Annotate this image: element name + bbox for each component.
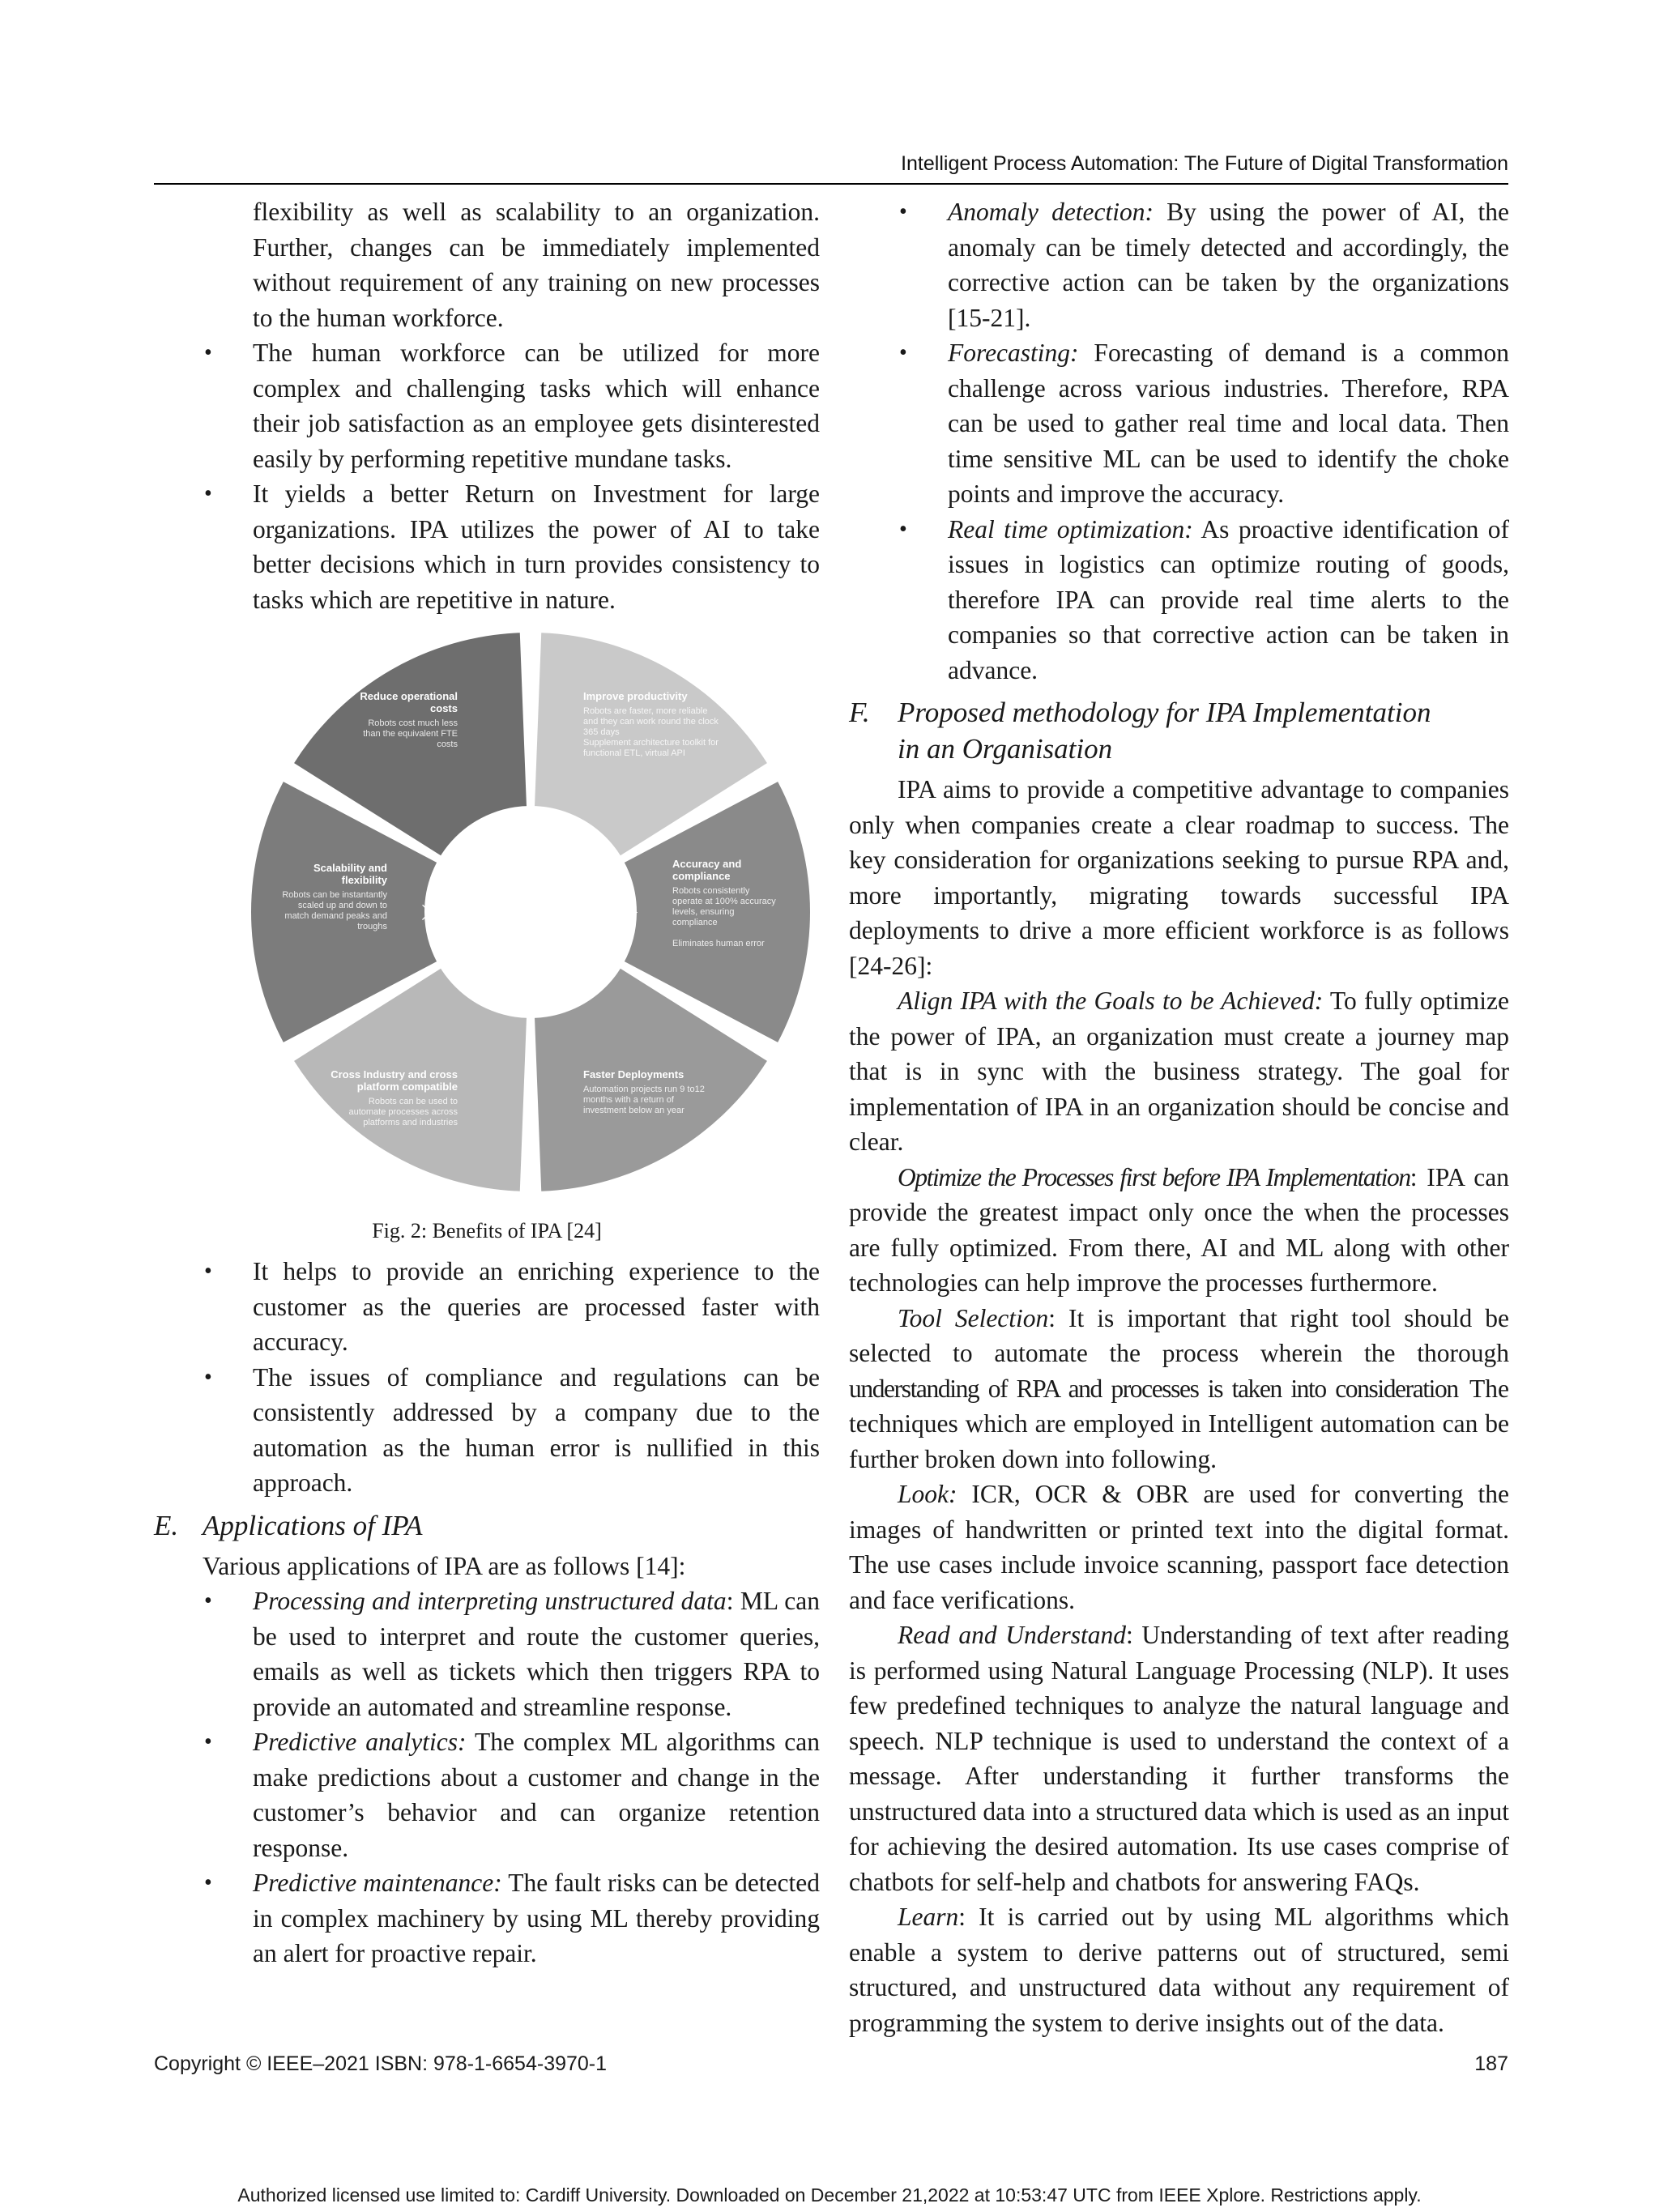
segment-body: operate at 100% accuracy	[672, 897, 776, 906]
header-rule	[154, 183, 1508, 185]
section-title: Applications of IPA	[203, 1509, 423, 1541]
segment-body: compliance	[672, 918, 718, 927]
item-term: Anomaly detection:	[948, 198, 1154, 226]
applications-list	[154, 1583, 820, 1971]
item-text: The fault risks can be detected in complex machinery by using ML thereby providing an alert for proactive repair.	[253, 1869, 820, 1967]
segment-title: compliance	[672, 870, 731, 882]
segment-body: 365 days	[583, 727, 620, 737]
list-item: • The issues of compliance and regulations can be consistently addressed by a company due to the automation as the human error is nullified in this approach.	[154, 1360, 820, 1501]
section-letter: F.	[849, 697, 870, 728]
paragraph-align	[849, 983, 1509, 1160]
trend-up-icon: ↗	[570, 819, 588, 843]
benefits-list-a	[154, 335, 820, 617]
segment-title: Scalability and	[313, 862, 387, 874]
item-text: Forecasting of demand is a common challenge across various industries. Therefore, RPA can be used to gather real time and local data. Then time sensitive ML can be used to identify the choke points and improve the accuracy.	[948, 339, 1509, 508]
item-text: As proactive identification of issues in logistics can optimize routing of goods, therefore IPA can provide real time alerts to the companies so that corrective action can be taken in advance.	[948, 514, 1509, 684]
running-header: Intelligent Process Automation: The Future of Digital Transformation	[901, 152, 1508, 175]
plus-icon: +	[476, 985, 488, 1009]
paragraph-term: Optimize the Processes first before IPA Implementation	[898, 1162, 1410, 1191]
list-item	[154, 1865, 820, 1971]
segment-body: investment below an year	[583, 1106, 684, 1115]
list-item	[849, 194, 1509, 335]
segment-body: Robots consistently	[672, 886, 750, 896]
paragraph-term: Tool Selection	[898, 1303, 1049, 1332]
license-notice: Authorized licensed use limited to: Cardiff University. Downloaded on December 21,2022 at 10:53:47 UTC from IEEE Xplore. Restrictions apply.	[237, 2184, 1422, 2206]
paragraph-learn	[849, 1899, 1509, 2040]
paragraph-term: Read and Understand	[898, 1621, 1126, 1649]
benefits-list-b	[154, 1254, 820, 1501]
segment-title: Accuracy and	[672, 858, 742, 870]
item-text: ML can be used to interpret and route the customer queries, emails as well as tickets which then triggers RPA to provide an automated and streamline response.	[253, 1587, 820, 1721]
right-column	[849, 194, 1509, 2040]
applications-list-continued	[849, 194, 1509, 688]
list-item	[154, 1724, 820, 1865]
paragraph-rest: The techniques which are employed in Intelligent automation can be further broken down into following.	[849, 1374, 1509, 1473]
left-column	[154, 194, 820, 1971]
intro-continuation: flexibility as well as scalability to an organization. Further, changes can be immediately implemented without requirement of any training on new processes to the human workforce.	[253, 198, 820, 332]
paragraph-look	[849, 1477, 1509, 1617]
paragraph-optimize	[849, 1160, 1509, 1301]
section-intro: Various applications of IPA are as follows [14]:	[203, 1551, 686, 1580]
item-sep: :	[726, 1587, 734, 1615]
segment-title: Reduce operational	[360, 690, 458, 702]
item-term: Processing and interpreting unstructured data	[253, 1587, 727, 1615]
paragraph-read-understand	[849, 1617, 1509, 1899]
item-term: Predictive analytics:	[253, 1728, 467, 1756]
paragraph-text: : It is important that right tool should be selected to automate the process wherein the thorough	[849, 1303, 1509, 1367]
figure-benefits-of-ipa	[154, 629, 820, 1212]
segment-body: months with a return of	[583, 1095, 674, 1105]
section-letter: E.	[154, 1509, 179, 1541]
paragraph-text: To fully optimize the power of IPA, an organization must create a journey map that is in sync with the business strategy. The goal for implementation of IPA in an organization should be concise and clear.	[849, 987, 1510, 1156]
compress-arrows-icon: ⤡	[473, 819, 491, 843]
segment-body: Automation projects run 9 to12	[583, 1085, 705, 1094]
segment-body: levels, ensuring	[672, 907, 735, 917]
segment-body: Robots can be instantantly	[282, 890, 387, 900]
section-heading-e	[154, 1507, 820, 1544]
paragraph-text: ICR, OCR & OBR are used for converting the images of handwritten or printed text into the digital format. The use cases include invoice scanning, passport face detection and face verifications.	[849, 1480, 1509, 1614]
paragraph-text: : Understanding of text after reading is performed using Natural Language Processing (NLP). It uses few predefined techniques to analyze the natural language and speech. NLP technique is used to understand the context of a message. After understanding it further transforms the unstructured data into a structured data which is used as an input for achieving the desired automation. Its use cases comprise of chatbots for self-help and chatbots for answering FAQs.	[849, 1621, 1509, 1896]
item-text: The complex ML algorithms can make predictions about a customer and change in the customer’s behavior and can organize retention response.	[253, 1728, 820, 1862]
item-text: By using the power of AI, the anomaly can be timely detected and accordingly, the corrective action can be taken by the organizations [15-21].	[948, 198, 1509, 332]
segment-body: Robots are faster, more reliable	[583, 706, 708, 716]
lightning-icon: ϟ	[574, 985, 585, 1009]
paragraph-term: Learn	[898, 1903, 959, 1931]
segment-title: Cross Industry and cross	[331, 1068, 458, 1080]
wheel-inner-ring	[425, 807, 636, 1017]
segment-body: automate processes across	[348, 1107, 458, 1117]
item-term: Forecasting:	[948, 339, 1079, 367]
section-intro: IPA aims to provide a competitive advantage to companies only when companies create a clear roadmap to success. The key consideration for organizations seeking to pursue RPA and, more importantly, migrating towards successful IPA deployments to drive a more efficient workforce is as follows [24-26]:	[849, 775, 1509, 980]
segment-body: match demand peaks and	[284, 911, 387, 921]
segment-body: and they can work round the clock	[583, 717, 719, 727]
paragraph-text: : It is carried out by using ML algorithms which enable a system to derive patterns out of structured, semi structured, and unstructured data without any requirement of programming the system to derive insights out of the data.	[849, 1903, 1509, 2037]
segment-body: Supplement architecture toolkit for	[583, 738, 719, 748]
section-title-line1: Proposed methodology for IPA Implementation	[898, 697, 1431, 728]
list-item: • It yields a better Return on Investment for large organizations. IPA utilizes the power of AI to take better decisions which in turn provides consistency to tasks which are repetitive in nature.	[154, 476, 820, 617]
segment-body: Eliminates human error	[672, 939, 765, 948]
benefits-wheel-diagram	[251, 629, 810, 1196]
segment-body: Robots can be used to	[368, 1097, 458, 1106]
segment-title: costs	[430, 702, 458, 714]
segment-body: Robots cost much less	[368, 718, 458, 728]
segment-body: functional ETL, virtual API	[583, 748, 685, 758]
list-item: • The human workforce can be utilized for more complex and challenging tasks which will enhance their job satisfaction as an employee gets disinterested easily by performing repetitive mundane tasks.	[154, 335, 820, 476]
list-item: • It helps to provide an enriching experience to the customer as the queries are processed faster with accuracy.	[154, 1254, 820, 1360]
section-title-line2: in an Organisation	[898, 733, 1113, 765]
paragraph-term: Align IPA with the Goals to be Achieved:	[898, 987, 1324, 1015]
segment-title: platform compatible	[356, 1080, 458, 1093]
copyright-footer: Copyright © IEEE–2021 ISBN: 978-1-6654-3970-1	[154, 2052, 608, 2075]
segment-body: scaled up and down to	[297, 901, 387, 910]
figure-caption: Fig. 2: Benefits of IPA [24]	[372, 1219, 602, 1242]
section-heading-f	[849, 694, 1509, 767]
paragraph-term: Look:	[898, 1480, 957, 1508]
shuffle-icon: ⤨	[420, 900, 438, 924]
segment-body: platforms and industries	[363, 1118, 458, 1127]
item-term: Predictive maintenance:	[253, 1869, 502, 1897]
segment-title: Faster Deployments	[583, 1068, 684, 1080]
list-item	[849, 512, 1509, 688]
item-term: Real time optimization:	[948, 514, 1193, 543]
segment-title: flexibility	[341, 874, 387, 886]
page-number: 187	[1474, 2052, 1508, 2075]
crosshair-icon: ⌖	[625, 900, 638, 924]
segment-title: Improve productivity	[583, 690, 688, 702]
segment-body: than the equivalent FTE	[363, 729, 458, 739]
segment-body: costs	[437, 739, 458, 749]
list-item	[154, 1583, 820, 1724]
segment-body: troughs	[357, 922, 387, 931]
list-item	[849, 335, 1509, 512]
paragraph-text: : IPA can provide the greatest impact only once the when the processes are fully optimized. From there, AI and ML along with other technologies can help improve the processes furthermore.	[849, 1162, 1509, 1297]
paragraph-tool-selection	[849, 1301, 1509, 1477]
paragraph-tight-line: understanding of RPA and processes is taken into consideration	[849, 1374, 1458, 1403]
